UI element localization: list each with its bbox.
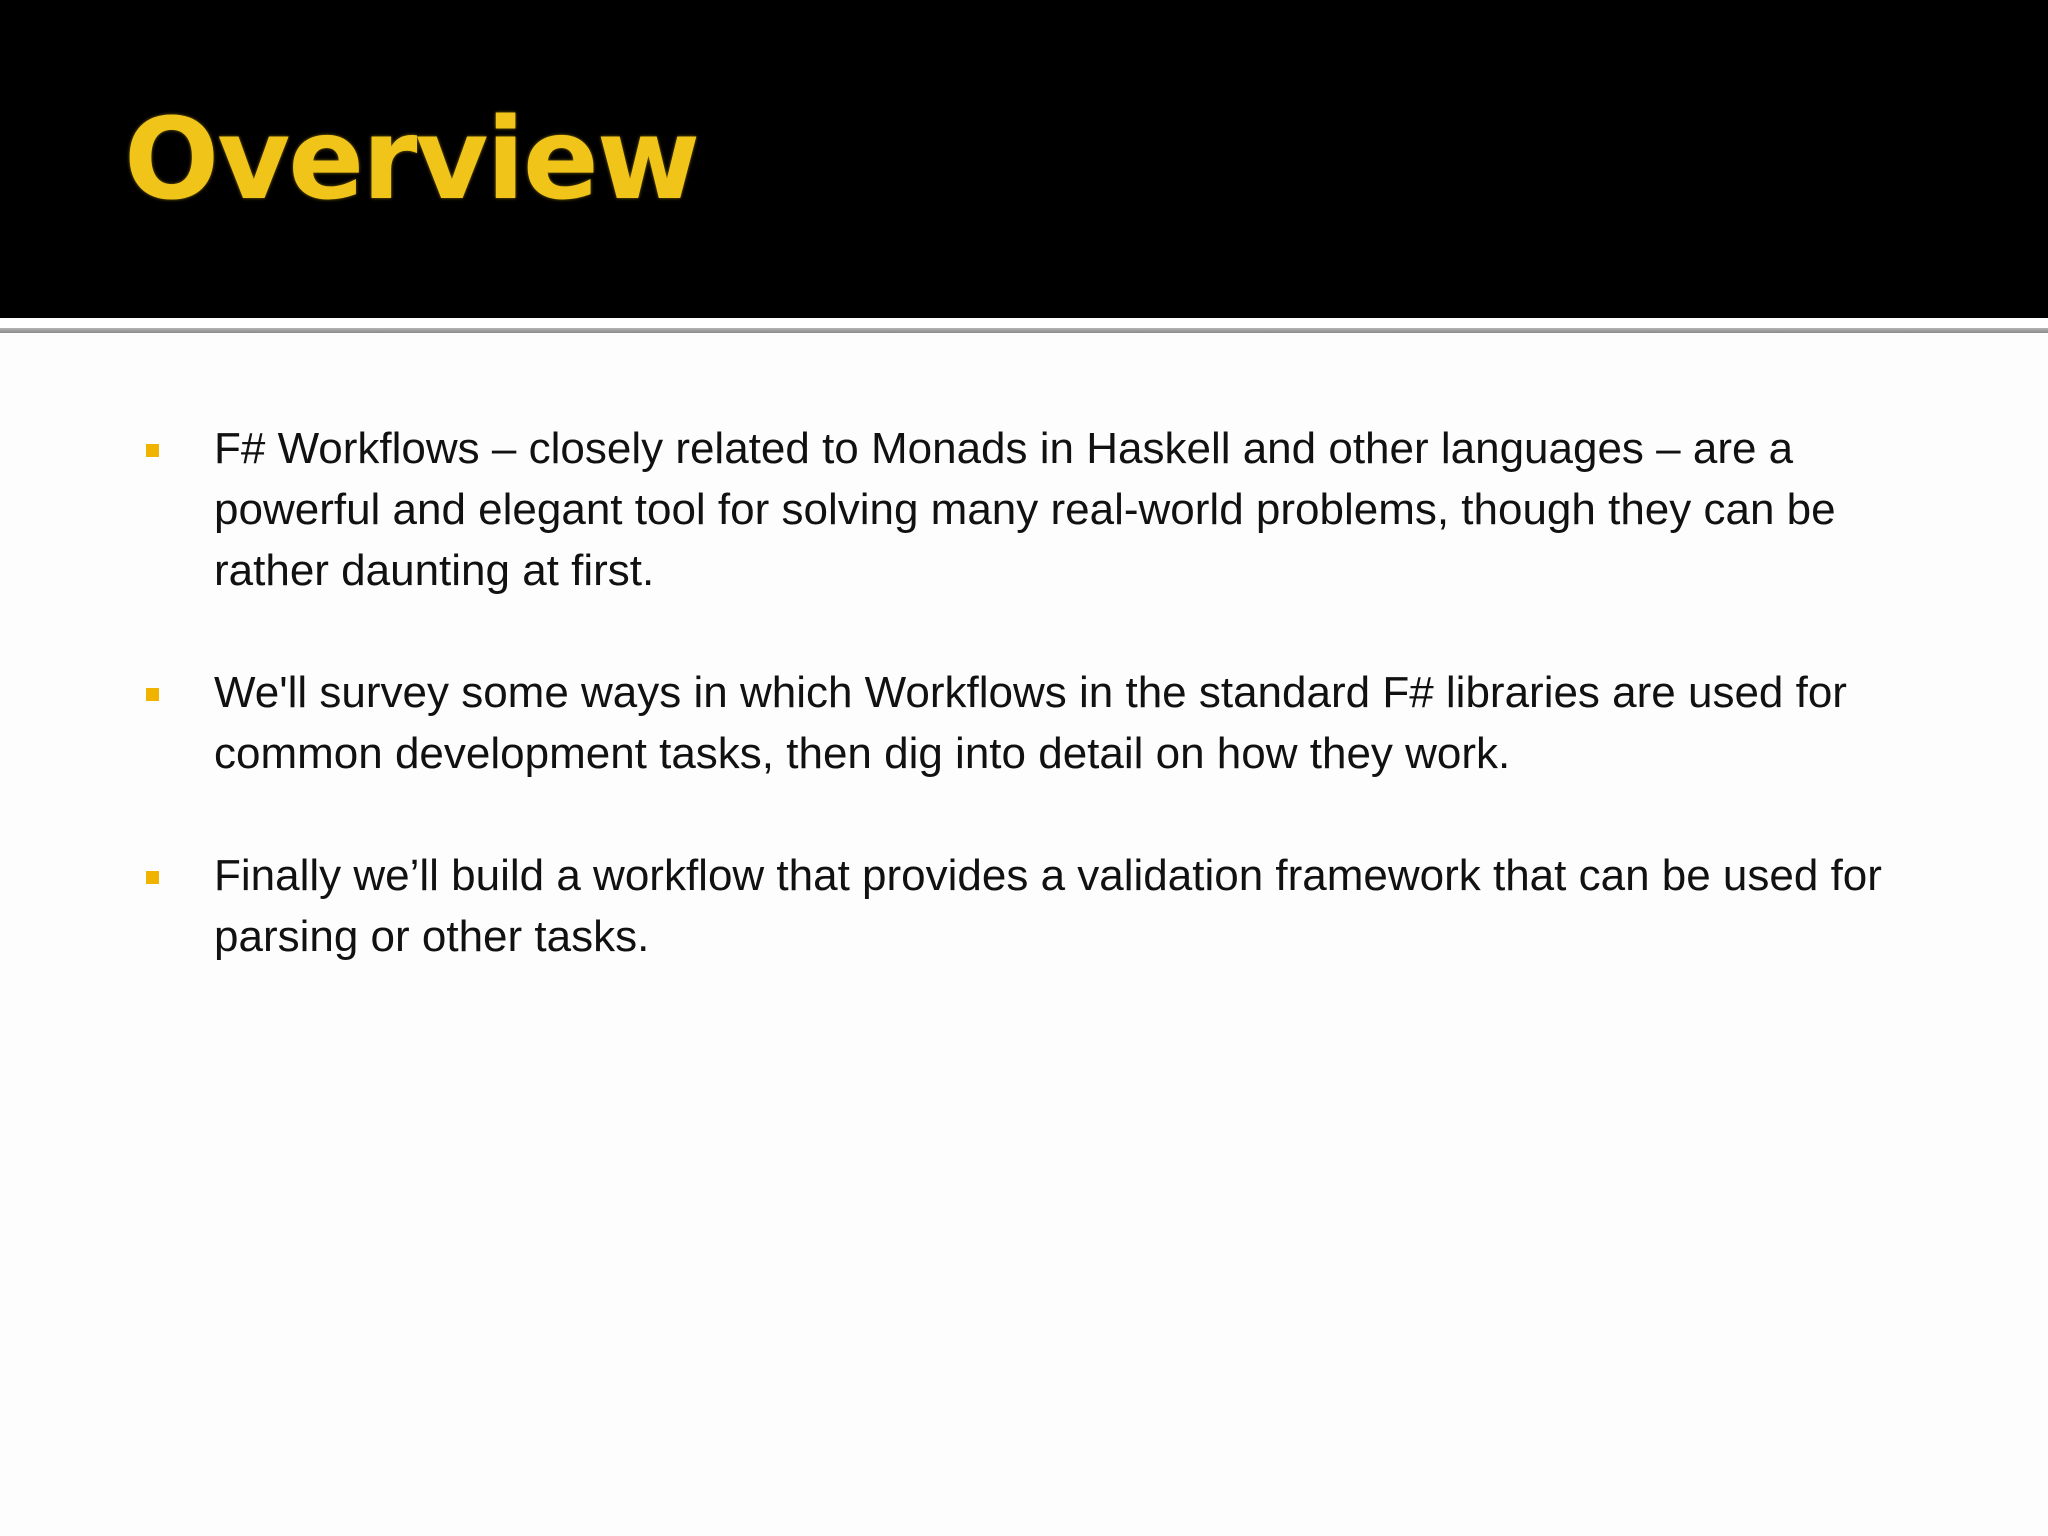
square-bullet-icon — [146, 444, 159, 457]
bullet-list — [140, 418, 1940, 1028]
square-bullet-icon — [146, 871, 159, 884]
title-divider-shadow — [0, 328, 2048, 333]
slide-title: Overview — [124, 95, 699, 225]
title-divider-light — [0, 318, 2048, 328]
title-band — [0, 0, 2048, 318]
bullet-item — [140, 845, 1940, 967]
bullet-text: We'll survey some ways in which Workflows in the standard F# libraries are used for common development tasks, then dig into detail on how they work. — [214, 668, 1847, 778]
square-bullet-icon — [146, 688, 159, 701]
bullet-item — [140, 662, 1940, 784]
bullet-item — [140, 418, 1940, 601]
bullet-text: Finally we’ll build a workflow that provides a validation framework that can be used for parsing or other tasks. — [214, 851, 1882, 961]
bullet-text: F# Workflows – closely related to Monads in Haskell and other languages – are a powerful and elegant tool for solving many real-world problems, though they can be rather daunting at first. — [214, 424, 1836, 595]
